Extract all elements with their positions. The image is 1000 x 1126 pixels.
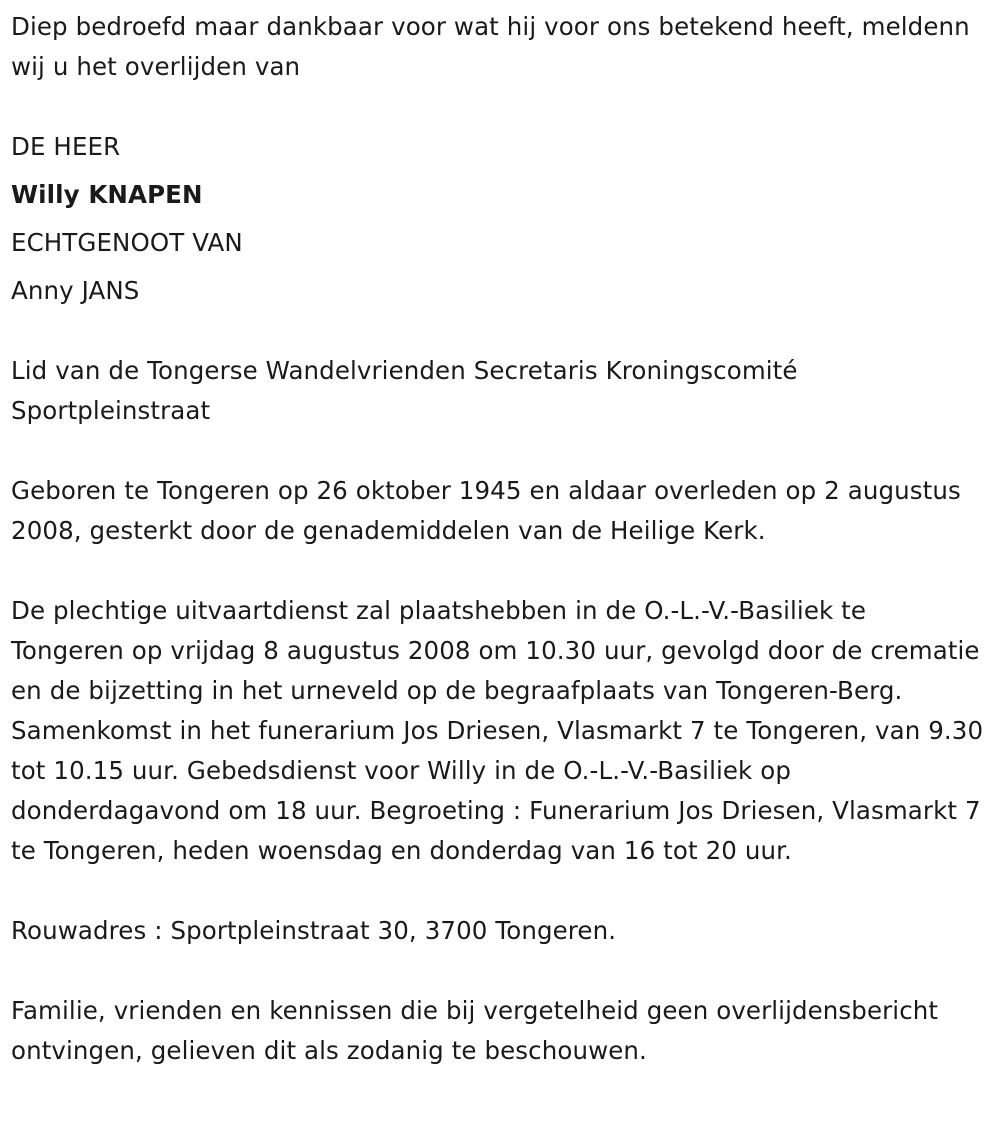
address-paragraph: Rouwadres : Sportpleinstraat 30, 3700 Tongeren.	[11, 916, 617, 945]
spacer	[11, 87, 986, 127]
birth-death-paragraph: Geboren te Tongeren op 26 oktober 1945 en aldaar overleden op 2 augustus 2008, gesterkt door de genademiddelen van de Heilige Kerk.	[11, 476, 961, 545]
name-block	[11, 123, 986, 315]
spouse-name: Anny JANS	[11, 276, 140, 305]
spacer	[11, 551, 986, 591]
spacer	[11, 951, 986, 991]
honorific-title: DE HEER	[11, 132, 121, 161]
spacer	[11, 431, 986, 471]
relation-label: ECHTGENOOT VAN	[11, 228, 243, 257]
obituary-notice	[11, 7, 986, 1071]
deceased-name: Willy KNAPEN	[11, 180, 203, 209]
spacer	[11, 311, 986, 351]
intro-paragraph: Diep bedroefd maar dankbaar voor wat hij voor ons betekend heeft, meldenn wij u het overlijden van	[11, 12, 970, 81]
spacer	[11, 871, 986, 911]
service-paragraph: De plechtige uitvaartdienst zal plaatshebben in de O.-L.-V.-Basiliek te Tongeren op vrijdag 8 augustus 2008 om 10.30 uur, gevolgd door de crematie en de bijzetting in het urneveld op de begraafplaats van Tongeren-Berg. Samenkomst in het funerarium Jos Driesen, Vlasmarkt 7 te Tongeren, van 9.30 tot 10.15 uur. Gebedsdienst voor Willy in de O.-L.-V.-Basiliek op donderdagavond om 18 uur. Begroeting : Funerarium Jos Driesen, Vlasmarkt 7 te Tongeren, heden woensdag en donderdag van 16 tot 20 uur.	[11, 596, 984, 865]
closing-paragraph: Familie, vrienden en kennissen die bij vergetelheid geen overlijdensbericht ontvingen, gelieven dit als zodanig te beschouwen.	[11, 996, 939, 1065]
memberships-paragraph: Lid van de Tongerse Wandelvrienden Secretaris Kroningscomité Sportpleinstraat	[11, 356, 798, 425]
